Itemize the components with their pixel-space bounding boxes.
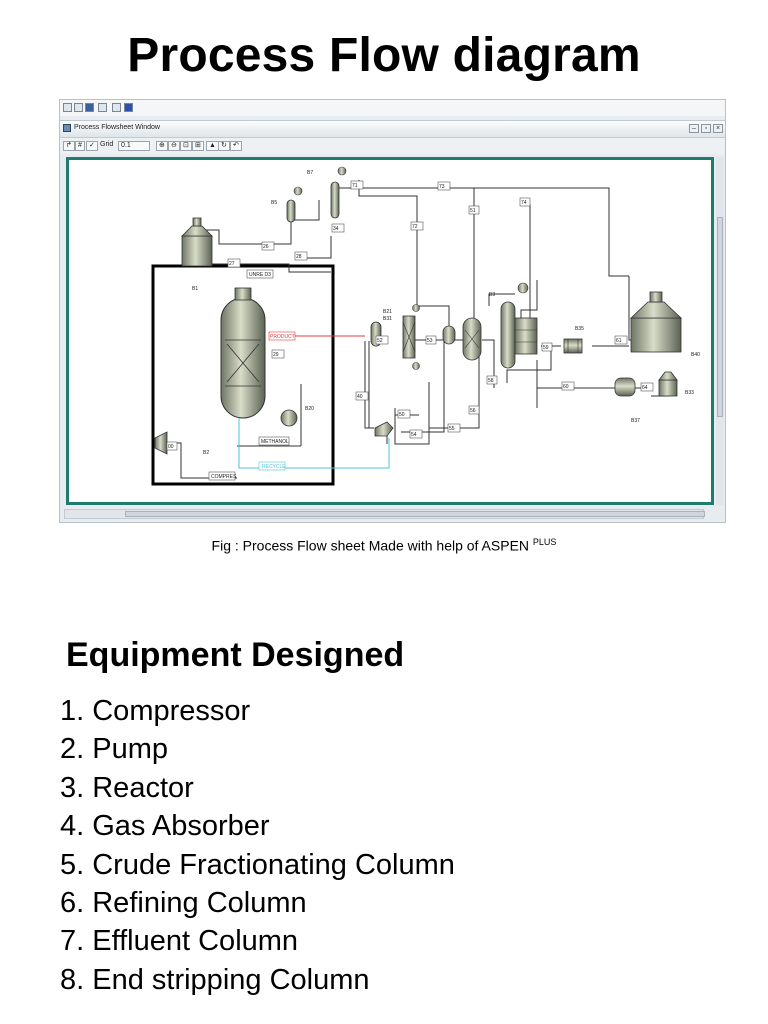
tank-b33: [659, 372, 677, 396]
list-item: 2. Pump: [60, 733, 168, 766]
minimize-button[interactable]: –: [689, 124, 699, 133]
process-flow-diagram: [69, 160, 711, 502]
condenser-b7: [338, 167, 346, 175]
list-item: 3. Reactor: [60, 771, 194, 804]
pointer-icon[interactable]: ▲: [206, 141, 219, 151]
label-product: PRODUCT: [270, 334, 295, 340]
rotate-icon[interactable]: ↻: [218, 141, 230, 151]
caption-text: Fig : Process Flow sheet Made with help of ASPEN: [211, 537, 530, 554]
compressor-b2: [155, 432, 167, 454]
stream-label-58: 58: [488, 378, 494, 384]
app-icon-1[interactable]: [63, 103, 72, 112]
mixer-vessel: [375, 422, 393, 436]
stream-label-50: 50: [399, 412, 405, 418]
flowsheet-window-titlebar: [60, 120, 725, 138]
stream-label-40: 40: [357, 394, 363, 400]
list-item: 4. Gas Absorber: [60, 810, 270, 843]
stream-label-59: 59: [543, 345, 549, 351]
caption-superscript: PLUS: [532, 537, 557, 547]
block-label-b21: B21: [383, 309, 392, 315]
stream-label-74: 74: [521, 200, 527, 206]
stream-label-71: 71: [352, 183, 358, 189]
block-label-b37: B37: [631, 418, 640, 424]
reactor-vessel: [221, 288, 265, 418]
block-label-b5: B5: [271, 200, 278, 206]
list-item: 8. End stripping Column: [60, 963, 370, 996]
figure-caption: [0, 537, 768, 554]
stream-label-51: 51: [470, 208, 476, 214]
grid-icon[interactable]: #: [75, 141, 85, 151]
section-heading: Equipment Designed: [66, 636, 405, 674]
flowsheet-toolbar: [60, 138, 725, 154]
block-label-b35: B35: [575, 326, 584, 332]
stream-label-00: 00: [168, 444, 174, 450]
app-icon-5[interactable]: [112, 103, 121, 112]
vertical-scroll-thumb[interactable]: [717, 217, 723, 417]
stream-label-26: 26: [263, 244, 269, 250]
grid-select[interactable]: 0.1: [118, 141, 150, 151]
condenser-b5: [294, 187, 302, 195]
end-tank-b40: [631, 292, 681, 352]
block-label-b33: B33: [685, 390, 694, 396]
block-label-b2: B2: [203, 450, 210, 456]
stream-label-54: 54: [411, 432, 417, 438]
stream-label-28: 28: [296, 254, 302, 260]
stream-label-73: 73: [439, 184, 445, 190]
block-label-b1: B1: [192, 286, 199, 292]
stream-label-34: 34: [333, 226, 339, 232]
stream-label-52: 52: [377, 338, 383, 344]
app-icon-2[interactable]: [74, 103, 83, 112]
zoom-fit-icon[interactable]: ⊡: [180, 141, 192, 151]
app-icon-6[interactable]: [124, 103, 133, 112]
stream-label-72: 72: [412, 224, 418, 230]
stream-label-55: 55: [449, 426, 455, 432]
stream-label-64: 64: [642, 385, 648, 391]
stripper-b37: [615, 378, 635, 396]
stream-label-29: 29: [273, 352, 279, 358]
zoom-in-icon[interactable]: ⊕: [156, 141, 168, 151]
undo-icon[interactable]: ↶: [230, 141, 242, 151]
block-label-b20: B20: [305, 406, 314, 412]
aspen-screenshot: [59, 99, 726, 523]
window-icon: [63, 124, 71, 132]
grid-label: Grid: [100, 141, 114, 148]
block-label-b7: B7: [307, 170, 314, 176]
horizontal-scrollbar[interactable]: [64, 509, 704, 519]
window-title: Process Flowsheet Window: [74, 124, 160, 131]
list-item: 6. Refining Column: [60, 887, 307, 920]
block-label-b31: B31: [383, 316, 392, 322]
label-compres: COMPRES: [211, 474, 237, 480]
page-title: Process Flow diagram: [127, 29, 641, 82]
restore-button[interactable]: ▫: [701, 124, 711, 133]
stream-label-27: 27: [229, 261, 235, 267]
block-label-b40: B40: [691, 352, 700, 358]
zoom-full-icon[interactable]: ⊞: [192, 141, 204, 151]
label-recycle: RECYCLE: [262, 464, 286, 470]
close-button[interactable]: ×: [713, 124, 723, 133]
refining-column: [501, 283, 537, 368]
equipment-list: [60, 692, 455, 999]
label-methanol: METHANOL: [261, 439, 289, 445]
heat-exchanger-b20: [281, 410, 297, 426]
separator-b33a: [443, 326, 455, 344]
flowsheet-canvas[interactable]: [66, 157, 714, 505]
app-icon-4[interactable]: [98, 103, 107, 112]
app-toolbar: [60, 100, 725, 116]
flash-b5: [287, 200, 295, 222]
absorber-b31: [403, 305, 420, 370]
label-unreacted: UNRE D3: [249, 272, 271, 278]
list-item: 1. Compressor: [60, 695, 251, 727]
feed-tank: [182, 218, 212, 266]
zoom-out-icon[interactable]: ⊖: [168, 141, 180, 151]
vertical-scrollbar[interactable]: [716, 157, 724, 505]
app-icon-3[interactable]: [85, 103, 94, 112]
list-item: 7. Effluent Column: [60, 925, 299, 958]
column-b7: [331, 182, 339, 218]
block-label-b3: B3: [489, 292, 496, 298]
snap-icon[interactable]: ✓: [86, 141, 98, 151]
select-icon[interactable]: ↱: [63, 141, 75, 151]
horizontal-scroll-thumb[interactable]: [125, 511, 705, 517]
stream-label-60: 60: [563, 384, 569, 390]
stream-label-56: 56: [470, 408, 476, 414]
fractionating-column: [463, 318, 481, 360]
stream-label-53: 53: [427, 338, 433, 344]
stream-label-61: 61: [616, 338, 622, 344]
pump-b35: [564, 339, 582, 353]
list-item: 5. Crude Fractionating Column: [60, 848, 455, 881]
